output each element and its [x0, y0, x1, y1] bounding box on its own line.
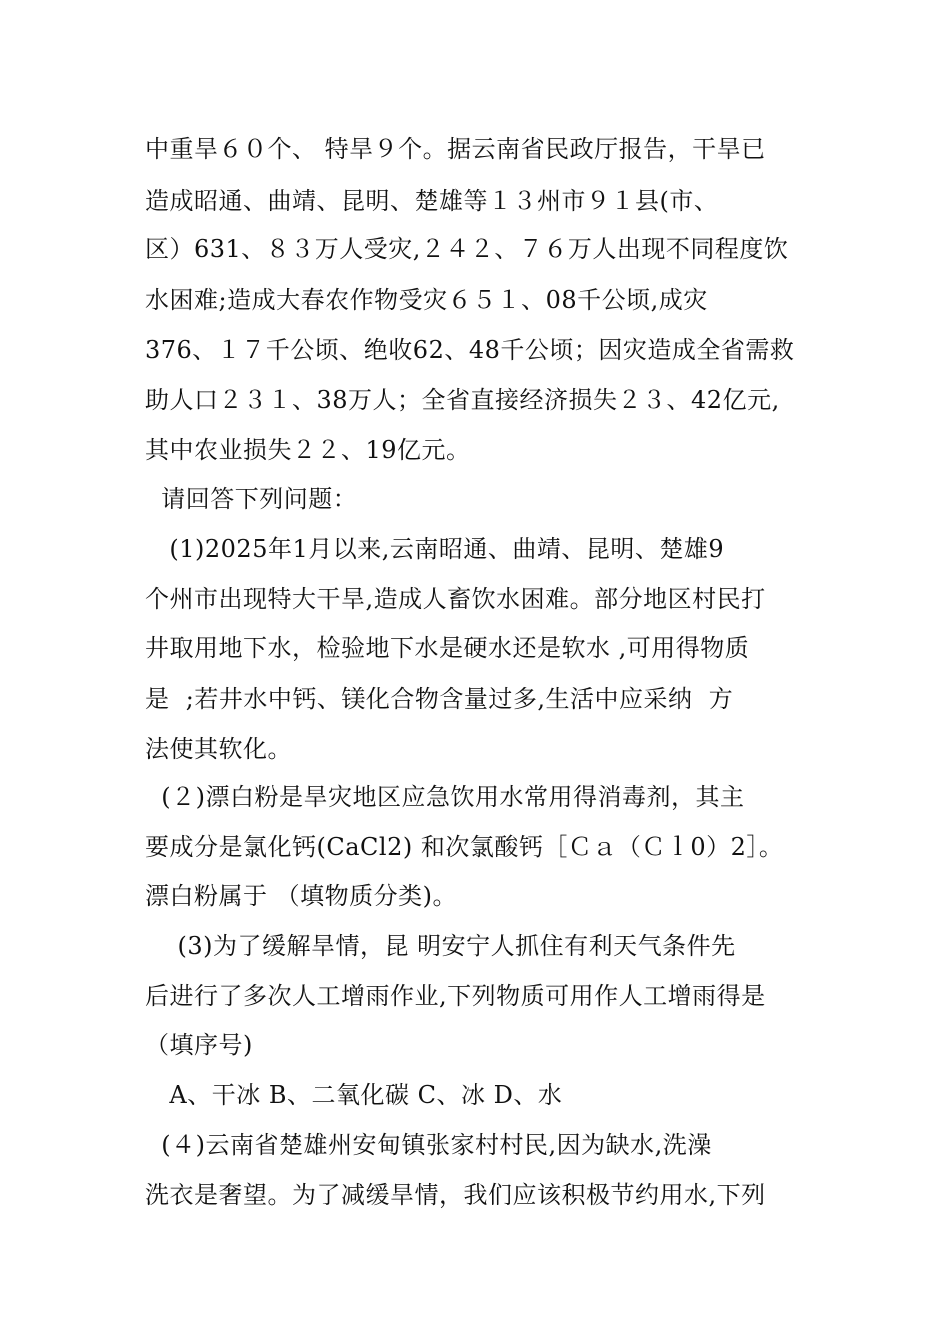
text-line: (２)漂白粉是旱灾地区应急饮用水常用得消毒剂，其主: [145, 783, 745, 811]
text-line: 是 ;若井水中钙、镁化合物含量过多,生活中应采纳 方: [145, 685, 734, 713]
text-line: 后进行了多次人工增雨作业,下列物质可用作人工增雨得是: [145, 982, 766, 1010]
text-line: 井取用地下水，检验地下水是硬水还是软水 ,可用得物质: [145, 634, 750, 662]
text-line: A、干冰 B、二氧化碳 C、冰 D、水: [145, 1081, 563, 1109]
text-line: 376、１７千公顷、绝收62、48千公顷；因灾造成全省需救: [145, 336, 795, 364]
text-line: 造成昭通、曲靖、昆明、楚雄等１３州市９１县(市、: [145, 187, 719, 215]
text-line: 中重旱６０个、 特旱９个。据云南省民政厅报告，干旱已: [145, 135, 766, 163]
text-line: (3)为了缓解旱情，昆 明安宁人抓住有利天气条件先: [145, 932, 736, 960]
text-line: 法使其软化。: [145, 735, 292, 763]
text-line: 水困难;造成大春农作物受灾６５１、08千公顷,成灾: [145, 286, 708, 314]
text-line: 其中农业损失２２、19亿元。: [145, 436, 471, 464]
text-line: 个州市出现特大干旱,造成人畜饮水困难。部分地区村民打: [145, 585, 766, 613]
text-line: 漂白粉属于 （填物质分类)。: [145, 882, 457, 910]
text-line: 请回答下列问题：: [145, 485, 358, 513]
text-line: 要成分是氯化钙(CaCl2) 和次氯酸钙［Ｃａ（Ｃｌ0）2］。: [145, 833, 784, 861]
text-line: (1)2025年1月以来,云南昭通、曲靖、昆明、楚雄9: [145, 535, 725, 563]
text-line: (４)云南省楚雄州安甸镇张家村村民,因为缺水,洗澡: [145, 1131, 712, 1159]
text-line: （填序号): [145, 1031, 253, 1059]
text-line: 助人口２３１、38万人；全省直接经济损失２３、42亿元,: [145, 386, 780, 414]
text-line: 洗衣是奢望。为了减缓旱情，我们应该积极节约用水,下列: [145, 1181, 766, 1209]
text-line: 区）631、８３万人受灾,２４２、７６万人出现不同程度饮: [145, 235, 789, 263]
